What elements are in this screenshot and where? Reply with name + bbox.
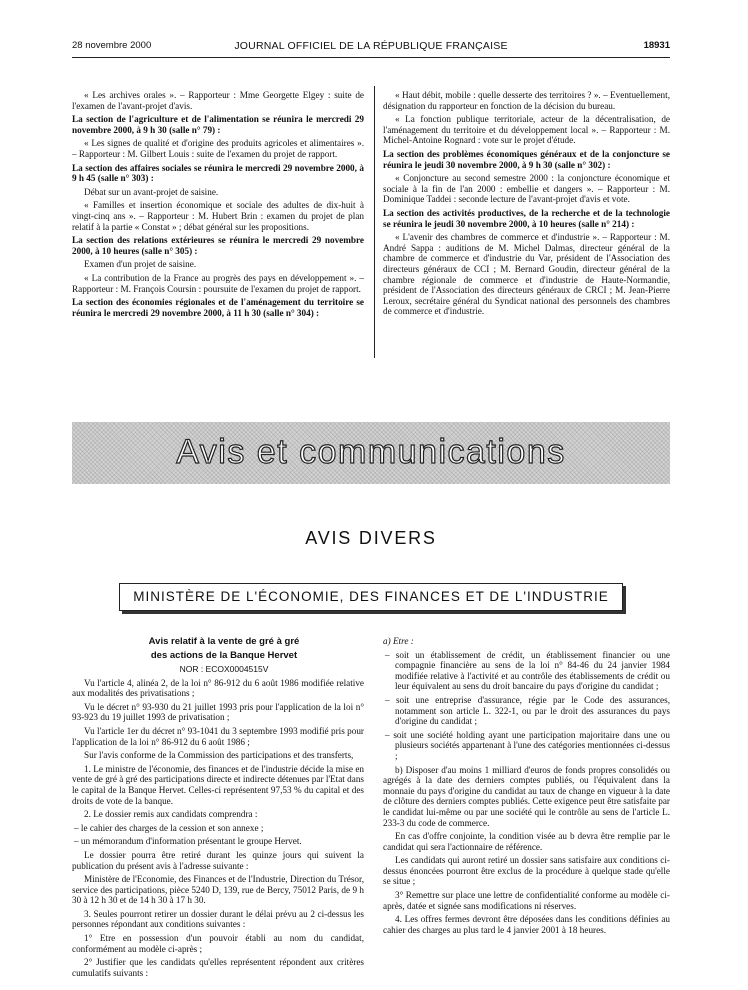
paragraph: Débat sur un avant-projet de saisine. (84, 186, 219, 197)
header-rule (72, 57, 670, 58)
list-item: – soit un établissement de crédit, un établissement financier ou une compagnie financière au sens de la loi n° 84-46 du 24 janvier 1984 modifiée relative à l'activité et au contrôle des établissements de crédit ou leur équivalent au sens du droit bancaire du pays d'origine du candidat ; (385, 649, 670, 692)
paragraph: 2° Justifier que les candidats qu'elles représentent répondent aux critères cumulatifs suivants : (72, 957, 364, 978)
section-heading: La section des problèmes économiques généraux et de la conjoncture se réunira le jeudi 30 novembre 2000, à 9 h 30 (salle n° 302) : (383, 148, 670, 170)
paragraph: « Conjoncture au second semestre 2000 : la conjoncture économique et sociale à la fin de l'an 2000 : embellie et dangers ». – Rapporteur : M. Dominique Taddei : seconde lecture de l'avant-projet d'avis et vote. (383, 173, 670, 205)
band-title: Avis et communications (176, 433, 566, 471)
paragraph: « Familles et insertion économique et sociale des adultes de dix-huit à vingt-cinq ans ». – Rapporteur : M. Hubert Brin : examen du projet de plan relatif à la partie « Constat » ; débat général sur les propositions. (72, 200, 364, 232)
section-heading: La section des économies régionales et de l'aménagement du territoire se réunira le mercredi 29 novembre 2000, à 11 h 30 (salle n° 304) : (72, 297, 364, 318)
column-separator (374, 86, 375, 358)
top-left-column (72, 90, 364, 321)
paragraph: « La fonction publique territoriale, acteur de la décentralisation, de l'aménagement du territoire et du développement local ». – Rapporteur : M. Michel-Antoine Rognard : vote sur le projet d'étude. (383, 114, 670, 146)
paragraph: 2. Le dossier remis aux candidats comprendra : (84, 809, 258, 820)
list-item: – un mémorandum d'information présentant le groupe Hervet. (74, 836, 302, 847)
journal-header (72, 40, 670, 56)
section-heading: La section des activités productives, de la recherche et de la technologie se réunira le jeudi 30 novembre 2000, à 10 heures (salle n° 214) : (383, 207, 670, 229)
bottom-right-column (383, 636, 670, 938)
bottom-left-column (72, 636, 364, 981)
nor-reference: NOR : ECOX0004515V (179, 664, 269, 674)
header-page-number: 18931 (643, 40, 670, 51)
list-item: – soit une entreprise d'assurance, régie par le Code des assurances, notamment son article L. 322-1, ou par le droit des assurances du pays d'origine du candidat ; (385, 694, 670, 727)
paragraph: 1. Le ministre de l'économie, des finances et de l'industrie décide la mise en vente de gré à gré des participations directe et indirecte détenues par l'Etat dans le capital de la Banque Hervet. Celles-ci représentent 97,53 % du capital et des droits de vote de la banque. (72, 763, 364, 806)
paragraph: Le dossier pourra être retiré durant les quinze jours qui suivent la publication du présent avis à l'adresse suivante : (72, 849, 364, 871)
paragraph: Vu le décret n° 93-930 du 21 juillet 1993 pris pour l'application de la loi n° 93-923 du 19 juillet 1993 de privatisation ; (72, 701, 364, 723)
list-item: – le cahier des charges de la cession et son annexe ; (74, 822, 264, 833)
top-right-column (383, 90, 670, 320)
paragraph: Sur l'avis conforme de la Commission des participations et des transferts, (84, 750, 354, 761)
notice-title-line1: Avis relatif à la vente de gré à gré (148, 636, 300, 647)
paragraph: 3° Remettre sur place une lettre de confidentialité conforme au modèle ci-après, datée et signée sans modifications ni réserves. (383, 890, 670, 911)
paragraph: Vu l'article 4, alinéa 2, de la loi n° 86-912 du 6 août 1986 modifiée relative aux modalités des privatisations ; (72, 677, 364, 699)
section-heading: La section des relations extérieures se réunira le mercredi 29 novembre 2000, à 10 heures (salle n° 305) : (72, 235, 364, 256)
paragraph: « Les signes de qualité et d'origine des produits agricoles et alimentaires ». – Rapporteur : M. Gilbert Louis : suite de l'examen du projet de rapport. (72, 138, 364, 159)
header-date: 28 novembre 2000 (72, 40, 152, 51)
ministry-box: MINISTÈRE DE L'ÉCONOMIE, DES FINANCES ET DE L'INDUSTRIE (119, 583, 623, 611)
paragraph: 4. Les offres fermes devront être déposées dans les conditions définies au cahier des charges au plus tard le 4 janvier 2001 à 18 heures. (383, 914, 670, 935)
paragraph: « Haut débit, mobile : quelle desserte des territoires ? ». – Eventuellement, désignation du rapporteur en fonction de la décision du bureau. (383, 90, 670, 111)
paragraph: « L'avenir des chambres de commerce et d'industrie ». – Rapporteur : M. André Sappa : auditions de M. Michel Dalmas, directeur général de la chambre de commerce et d'industrie du Var, président de l'Association des directeurs généraux de CCI ; M. Bernard Goudin, directeur général de la chambre régionale de commerce et d'industrie de Haute-Normandie, président de l'Association des directeurs généraux de CRCI ; M. Jean-Pierre Leroux, secrétaire général du Syndicat national des personnels des chambres de commerce et d'industrie. (383, 232, 670, 317)
list-item: – soit une société holding ayant une participation majoritaire dans une ou plusieurs sociétés appartenant à l'une des catégories mentionnées ci-dessus ; (385, 729, 670, 761)
notice-title-line2: des actions de la Banque Hervet (150, 650, 298, 661)
paragraph: a) Etre : (383, 636, 414, 646)
paragraph: Vu l'article 1er du décret n° 93-1041 du 3 septembre 1993 modifié pris pour l'application de la loi n° 86-912 du 6 août 1986 ; (72, 725, 364, 747)
paragraph: « La contribution de la France au progrès des pays en développement ». – Rapporteur : M. François Coursin : poursuite de l'examen du projet de rapport. (72, 272, 364, 294)
header-title: JOURNAL OFFICIEL DE LA RÉPUBLIQUE FRANÇAISE (234, 40, 508, 52)
paragraph: 1° Etre en possession d'un pouvoir établi au nom du candidat, conformément au modèle ci-après ; (72, 933, 364, 954)
paragraph: Les candidats qui auront retiré un dossier sans satisfaire aux conditions ci-dessus énoncées pourront être exclus de la procédure à quelque stade qu'elle se situe ; (383, 855, 670, 887)
paragraph: b) Disposer d'au moins 1 milliard d'euros de fonds propres consolidés ou agrégés à la date des derniers comptes publiés, ou l'équivalent dans la monnaie du pays d'origine du candidat au taux de change en vigueur à la date de clôture des derniers comptes publiés. Cette exigence peut être satisfaite par le candidat lui-même ou par une société qui le contrôle au sens de l'article L. 233-3 du code de commerce. (383, 764, 670, 828)
paragraph: Examen d'un projet de saisine. (84, 259, 197, 270)
paragraph: « Les archives orales ». – Rapporteur : Mme Georgette Elgey : suite de l'examen de l'avant-projet d'avis. (72, 90, 364, 111)
paragraph: 3. Seules pourront retirer un dossier durant le délai prévu au 2 ci-dessus les personnes répondant aux conditions suivantes : (72, 908, 364, 930)
paragraph: Ministère de l'Economie, des Finances et de l'Industrie, Direction du Trésor, service des participations, pièce 5240 D, 139, rue de Bercy, 75012 Paris, de 9 h 30 à 12 h 30 et de 14 h 30 à 17 h 30. (72, 874, 364, 906)
section-heading: La section des affaires sociales se réunira le mercredi 29 novembre 2000, à 9 h 45 (salle n° 303) : (72, 162, 364, 184)
section-title: AVIS DIVERS (305, 528, 437, 548)
paragraph: En cas d'offre conjointe, la condition visée au b devra être remplie par le candidat qui sera l'actionnaire de référence. (383, 831, 670, 852)
section-heading: La section de l'agriculture et de l'alimentation se réunira le mercredi 29 novembre 2000, à 9 h 30 (salle n° 79) : (72, 114, 364, 135)
